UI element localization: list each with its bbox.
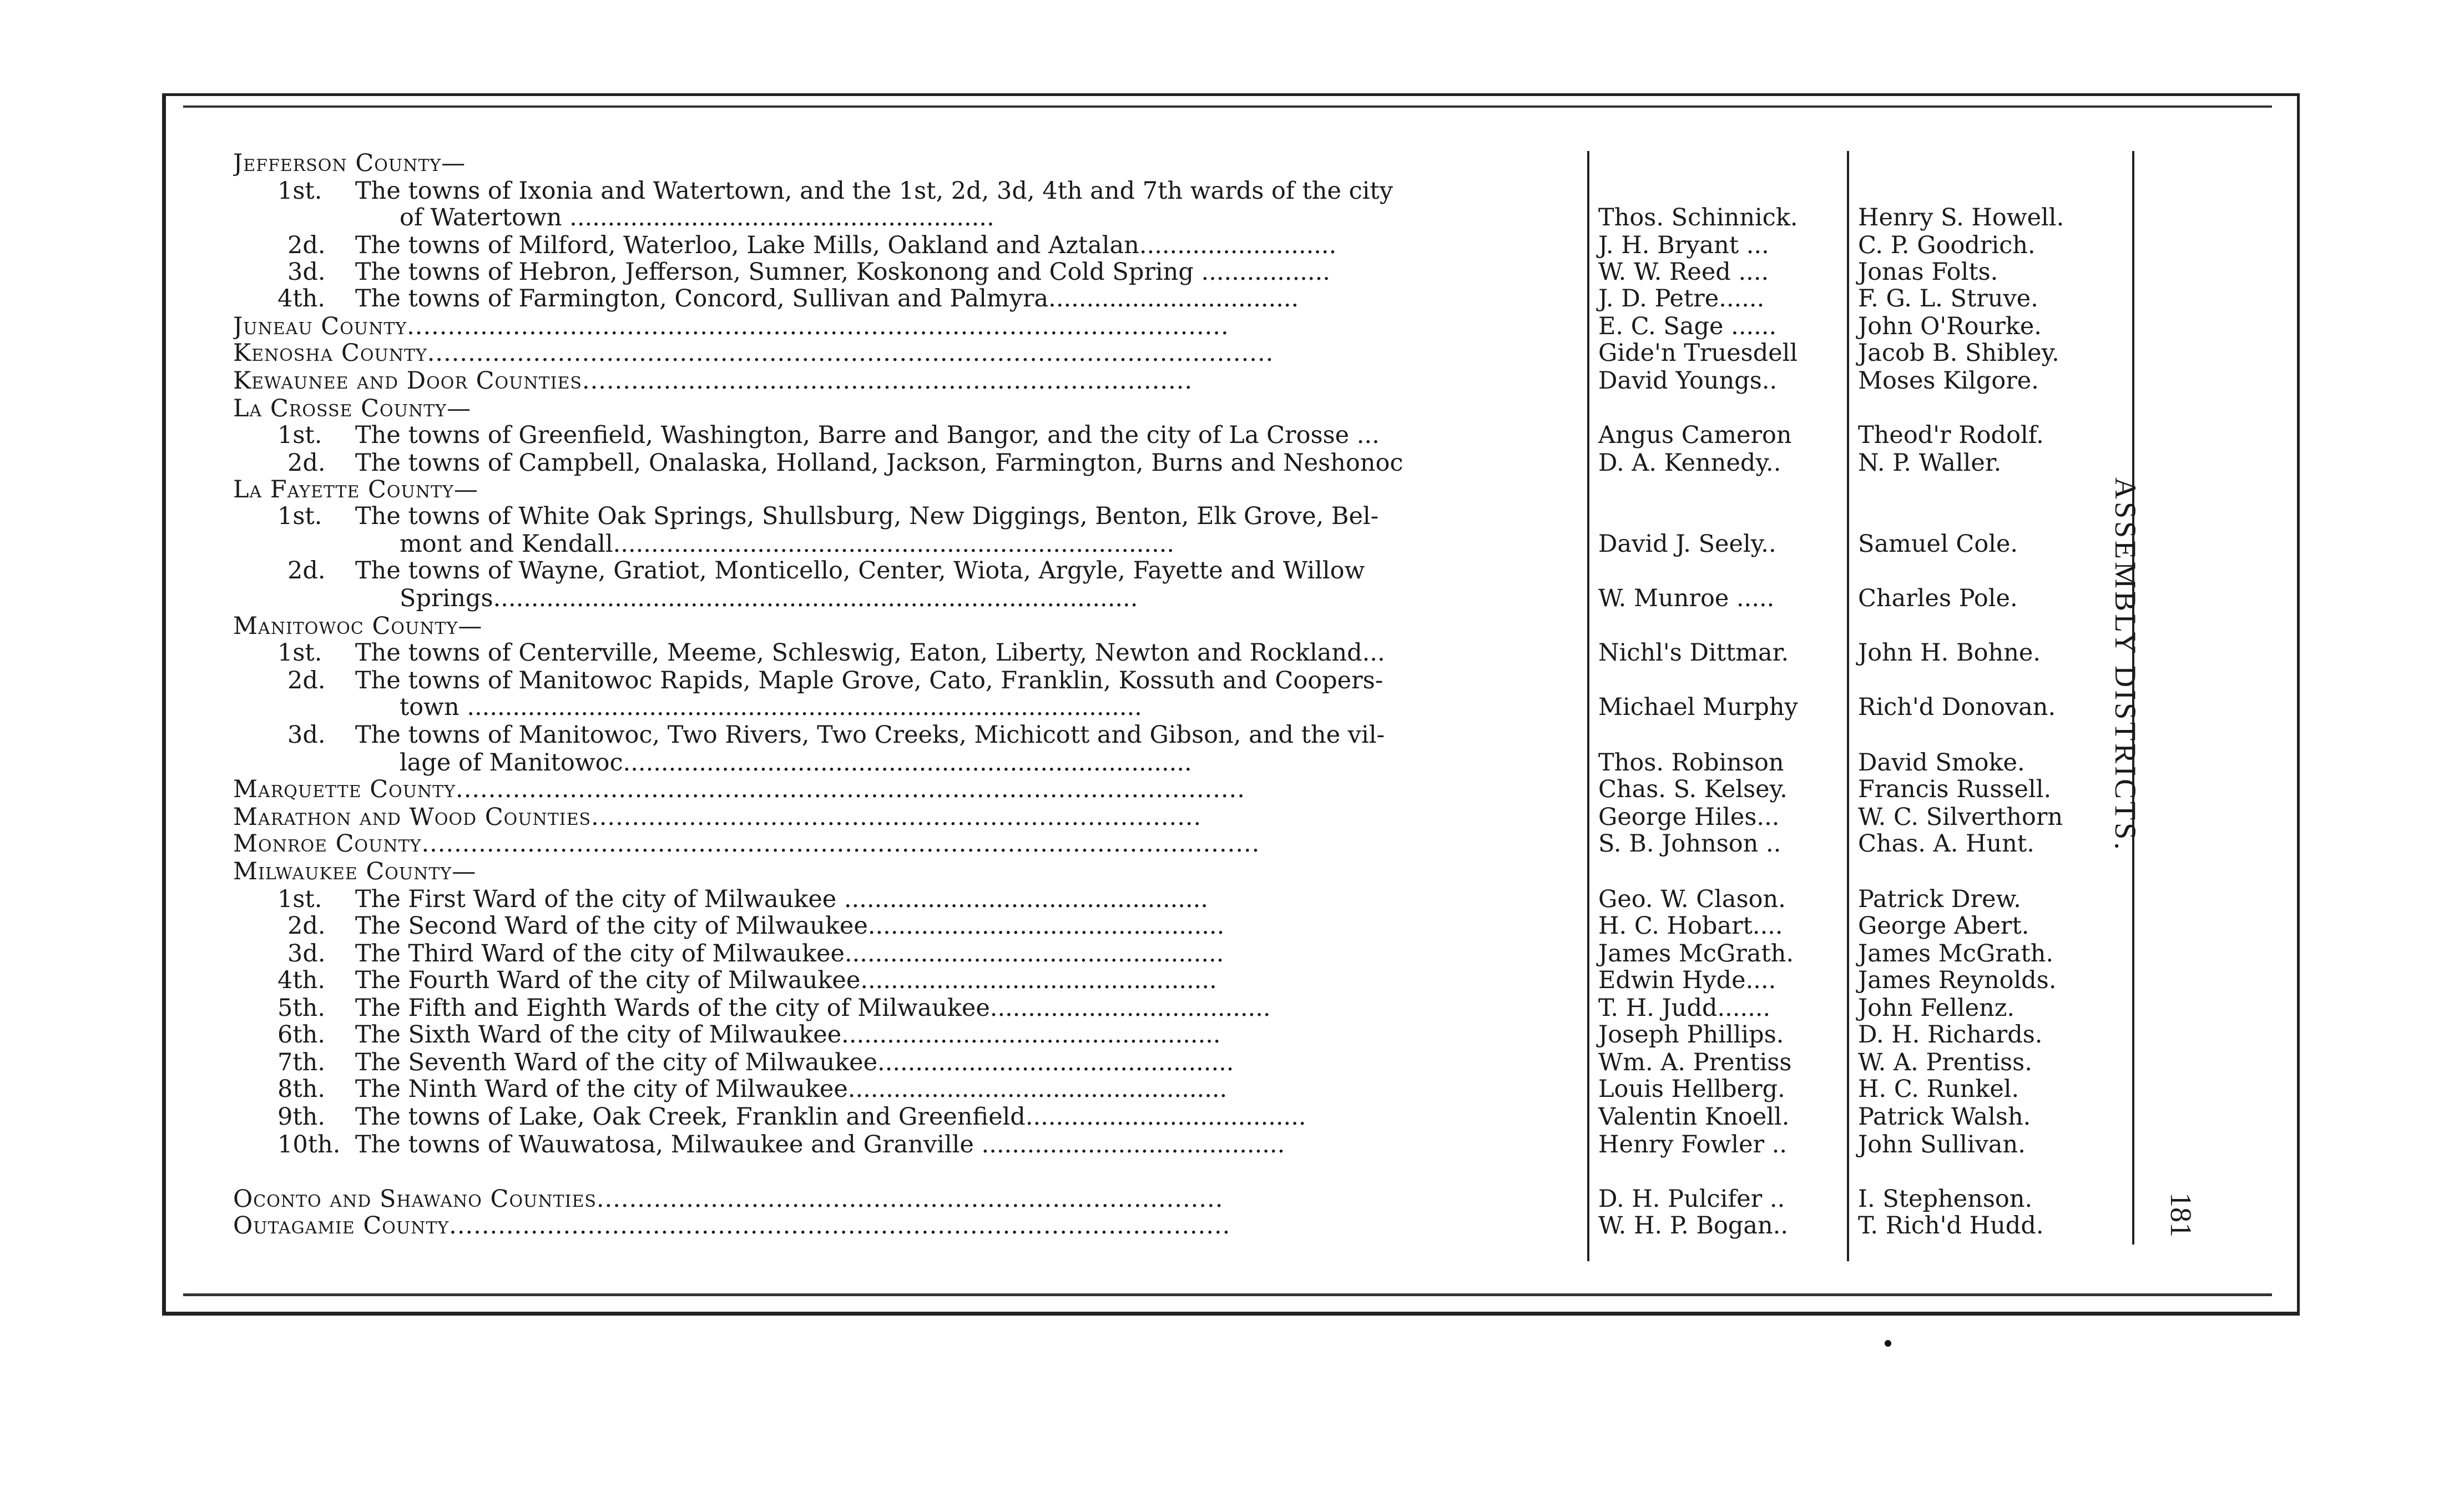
county-row: [0, 340, 2464, 367]
district-number: 3d.: [287, 721, 326, 749]
second-member-name: Henry S. Howell.: [1858, 204, 2064, 231]
second-member-name: George Abert.: [1858, 912, 2029, 940]
second-member-name: Chas. A. Hunt.: [1858, 830, 2034, 858]
district-row: [0, 995, 2464, 1022]
second-member-name: John Fellenz.: [1858, 994, 2015, 1022]
district-row: [0, 1076, 2464, 1103]
second-member-name: H. C. Runkel.: [1858, 1075, 2019, 1103]
member-name: George Hiles...: [1598, 803, 1780, 831]
member-name: Louis Hellberg.: [1598, 1075, 1785, 1103]
second-member-name: D. H. Richards.: [1858, 1021, 2043, 1049]
county-row: [0, 476, 2464, 503]
district-description: The Third Ward of the city of Milwaukee..................................................: [355, 940, 1224, 968]
county-name: Kenosha County........................................................................................................: [233, 340, 1274, 367]
county-name: Outagamie County................................................................................................: [233, 1212, 1231, 1240]
district-number: 8th.: [277, 1075, 325, 1103]
member-name: Thos. Robinson: [1598, 749, 1784, 777]
second-member-name: Francis Russell.: [1858, 775, 2052, 803]
district-row: [0, 1049, 2464, 1076]
district-number: 10th.: [277, 1131, 341, 1159]
member-name: W. W. Reed ....: [1598, 258, 1769, 286]
county-row: [0, 1212, 2464, 1240]
county-name: Marquette County.................................................................................................: [233, 776, 1245, 803]
district-row: [0, 694, 2464, 721]
member-name: Angus Cameron: [1598, 421, 1792, 449]
district-description: of Watertown ........................................................: [400, 204, 994, 231]
county-row: [0, 776, 2464, 803]
member-name: Nichl's Dittmar.: [1598, 639, 1789, 667]
member-name: Henry Fowler ..: [1598, 1131, 1788, 1159]
second-member-name: James Reynolds.: [1858, 966, 2057, 994]
second-member-name: I. Stephenson.: [1858, 1185, 2033, 1213]
member-name: Chas. S. Kelsey.: [1598, 775, 1788, 803]
ink-speck: [1885, 1340, 1891, 1347]
district-description: lage of Manitowoc...........................................................................: [400, 749, 1192, 777]
second-member-name: Jonas Folts.: [1858, 258, 1998, 286]
district-row: [0, 422, 2464, 449]
second-member-name: John Sullivan.: [1858, 1131, 2026, 1159]
member-name: J. H. Bryant ...: [1598, 231, 1769, 259]
county-name: Jefferson County—: [233, 150, 466, 177]
second-member-name: T. Rich'd Hudd.: [1858, 1212, 2044, 1240]
district-row: [0, 639, 2464, 667]
second-member-name: W. A. Prentiss.: [1858, 1049, 2032, 1076]
second-member-name: James McGrath.: [1858, 940, 2054, 968]
county-name: Oconto and Shawano Counties.............................................................................: [233, 1186, 1224, 1213]
district-description: The towns of Milford, Waterloo, Lake Mills, Oakland and Aztalan..........................: [355, 232, 1337, 259]
district-row: [0, 503, 2464, 530]
district-number: 1st.: [277, 502, 322, 530]
district-number: 3d.: [287, 258, 326, 286]
second-member-name: David Smoke.: [1858, 749, 2025, 777]
district-number: 2d.: [287, 667, 326, 694]
member-name: Michael Murphy: [1598, 693, 1798, 721]
district-number: 4th.: [277, 285, 325, 313]
member-name: Edwin Hyde....: [1598, 966, 1776, 994]
second-member-name: Jacob B. Shibley.: [1858, 339, 2059, 367]
district-row: [0, 259, 2464, 286]
county-row: [0, 1186, 2464, 1213]
district-description: The towns of Wauwatosa, Milwaukee and Granville ........................................: [355, 1131, 1285, 1159]
member-name: David J. Seely..: [1598, 530, 1776, 558]
district-row: [0, 722, 2464, 749]
district-number: 9th.: [277, 1103, 325, 1131]
member-name: E. C. Sage ......: [1598, 313, 1777, 340]
district-row: [0, 450, 2464, 477]
second-member-name: Samuel Cole.: [1858, 530, 2018, 558]
member-name: W. H. P. Bogan..: [1598, 1212, 1789, 1240]
district-description: town .........................................................................................: [400, 694, 1142, 721]
second-member-name: John H. Bohne.: [1858, 639, 2041, 667]
second-member-name: John O'Rourke.: [1858, 313, 2042, 340]
second-member-name: Charles Pole.: [1858, 585, 2018, 612]
member-name: James McGrath.: [1598, 940, 1794, 968]
member-name: Thos. Schinnick.: [1598, 204, 1798, 231]
district-row: [0, 886, 2464, 913]
county-name: Manitowoc County—: [233, 613, 483, 640]
district-description: The towns of Lake, Oak Creek, Franklin and Greenfield.....................................: [355, 1104, 1306, 1131]
district-description: The towns of Manitowoc Rapids, Maple Grove, Cato, Franklin, Kossuth and Coopers-: [355, 667, 1384, 694]
district-row: [0, 285, 2464, 313]
district-row: [0, 585, 2464, 612]
page-title: ASSEMBLY DISTRICTS.: [2109, 477, 2142, 853]
member-name: D. H. Pulcifer ..: [1598, 1185, 1785, 1213]
member-name: H. C. Hobart....: [1598, 912, 1783, 940]
district-description: The Ninth Ward of the city of Milwaukee..................................................: [355, 1076, 1228, 1103]
member-name: T. H. Judd.......: [1598, 994, 1771, 1022]
second-member-name: W. C. Silverthorn: [1858, 803, 2063, 831]
member-name: Geo. W. Clason.: [1598, 885, 1786, 913]
county-name: Marathon and Wood Counties...........................................................................: [233, 804, 1202, 831]
county-row: [0, 395, 2464, 422]
district-row: [0, 667, 2464, 694]
county-row: [0, 613, 2464, 640]
district-row: [0, 1131, 2464, 1159]
county-name: La Crosse County—: [233, 395, 471, 422]
district-description: mont and Kendall..........................................................................: [400, 531, 1175, 558]
district-description: The towns of Ixonia and Watertown, and the 1st, 2d, 3d, 4th and 7th wards of the city: [355, 178, 1393, 205]
district-number: 4th.: [277, 966, 325, 994]
member-name: David Youngs..: [1598, 367, 1778, 395]
district-number: 1st.: [277, 421, 322, 449]
district-number: 6th.: [277, 1021, 325, 1049]
county-name: Monroe County.......................................................................................................: [233, 830, 1260, 858]
second-member-name: Moses Kilgore.: [1858, 367, 2039, 395]
second-member-name: Patrick Drew.: [1858, 885, 2021, 913]
district-description: The towns of White Oak Springs, Shullsburg, New Diggings, Benton, Elk Grove, Bel-: [355, 503, 1379, 530]
county-row: [0, 367, 2464, 395]
district-description: The towns of Manitowoc, Two Rivers, Two Creeks, Michicott and Gibson, and the vil-: [355, 722, 1385, 749]
district-row: [0, 531, 2464, 558]
district-description: The towns of Centerville, Meeme, Schleswig, Eaton, Liberty, Newton and Rockland...: [355, 639, 1385, 667]
district-number: 2d.: [287, 912, 326, 940]
second-member-name: N. P. Waller.: [1858, 449, 2002, 477]
member-name: J. D. Petre......: [1598, 285, 1765, 313]
county-row: [0, 830, 2464, 858]
member-name: Gide'n Truesdell: [1598, 339, 1798, 367]
district-description: The towns of Greenfield, Washington, Barre and Bangor, and the city of La Crosse ...: [355, 422, 1380, 449]
member-name: Joseph Phillips.: [1598, 1021, 1784, 1049]
district-description: The Fourth Ward of the city of Milwaukee...............................................: [355, 967, 1217, 994]
second-member-name: Rich'd Donovan.: [1858, 693, 2056, 721]
county-row: [0, 313, 2464, 340]
member-name: Wm. A. Prentiss: [1598, 1049, 1792, 1076]
district-row: [0, 1021, 2464, 1049]
district-row: [0, 232, 2464, 259]
district-description: The Seventh Ward of the city of Milwaukee...............................................: [355, 1049, 1234, 1076]
district-row: [0, 557, 2464, 585]
district-number: 5th.: [277, 994, 325, 1022]
district-description: The Second Ward of the city of Milwaukee...............................................: [355, 913, 1225, 940]
second-member-name: F. G. L. Struve.: [1858, 285, 2038, 313]
district-number: 2d.: [287, 557, 326, 585]
second-member-name: Patrick Walsh.: [1858, 1103, 2031, 1131]
district-number: 2d.: [287, 449, 326, 477]
district-number: 2d.: [287, 231, 326, 259]
district-description: The towns of Hebron, Jefferson, Sumner, Koskonong and Cold Spring .................: [355, 259, 1330, 286]
district-row: [0, 967, 2464, 994]
county-row: [0, 804, 2464, 831]
district-description: The Fifth and Eighth Wards of the city of Milwaukee.....................................: [355, 995, 1271, 1022]
district-row: [0, 204, 2464, 231]
district-number: 7th.: [277, 1049, 325, 1076]
member-name: S. B. Johnson ..: [1598, 830, 1781, 858]
district-number: 1st.: [277, 885, 322, 913]
second-member-name: C. P. Goodrich.: [1858, 231, 2036, 259]
district-row: [0, 940, 2464, 968]
member-name: Valentin Knoell.: [1598, 1103, 1790, 1131]
district-description: The towns of Campbell, Onalaska, Holland, Jackson, Farmington, Burns and Neshonoc: [355, 450, 1403, 477]
district-description: The First Ward of the city of Milwaukee ................................................: [355, 886, 1208, 913]
second-member-name: Theod'r Rodolf.: [1858, 421, 2044, 449]
district-description: The towns of Wayne, Gratiot, Monticello, Center, Wiota, Argyle, Fayette and Willow: [355, 557, 1365, 585]
district-row: [0, 1104, 2464, 1131]
district-number: 3d.: [287, 940, 326, 968]
page-number: 181: [2164, 1192, 2198, 1237]
district-description: The towns of Farmington, Concord, Sullivan and Palmyra.................................: [355, 285, 1299, 313]
district-row: [0, 749, 2464, 777]
county-name: Kewaunee and Door Counties...........................................................................: [233, 367, 1193, 395]
member-name: D. A. Kennedy..: [1598, 449, 1781, 477]
district-row: [0, 178, 2464, 205]
district-number: 1st.: [277, 177, 322, 205]
district-description: Springs.....................................................................................: [400, 585, 1138, 612]
county-row: [0, 858, 2464, 885]
county-name: Milwaukee County—: [233, 858, 477, 885]
district-description: The Sixth Ward of the city of Milwaukee..................................................: [355, 1021, 1221, 1049]
district-row: [0, 913, 2464, 940]
county-name: La Fayette County—: [233, 476, 478, 503]
county-name: Juneau County.....................................................................................................: [233, 313, 1229, 340]
member-name: W. Munroe .....: [1598, 585, 1775, 612]
county-row: [0, 150, 2464, 177]
district-number: 1st.: [277, 639, 322, 667]
